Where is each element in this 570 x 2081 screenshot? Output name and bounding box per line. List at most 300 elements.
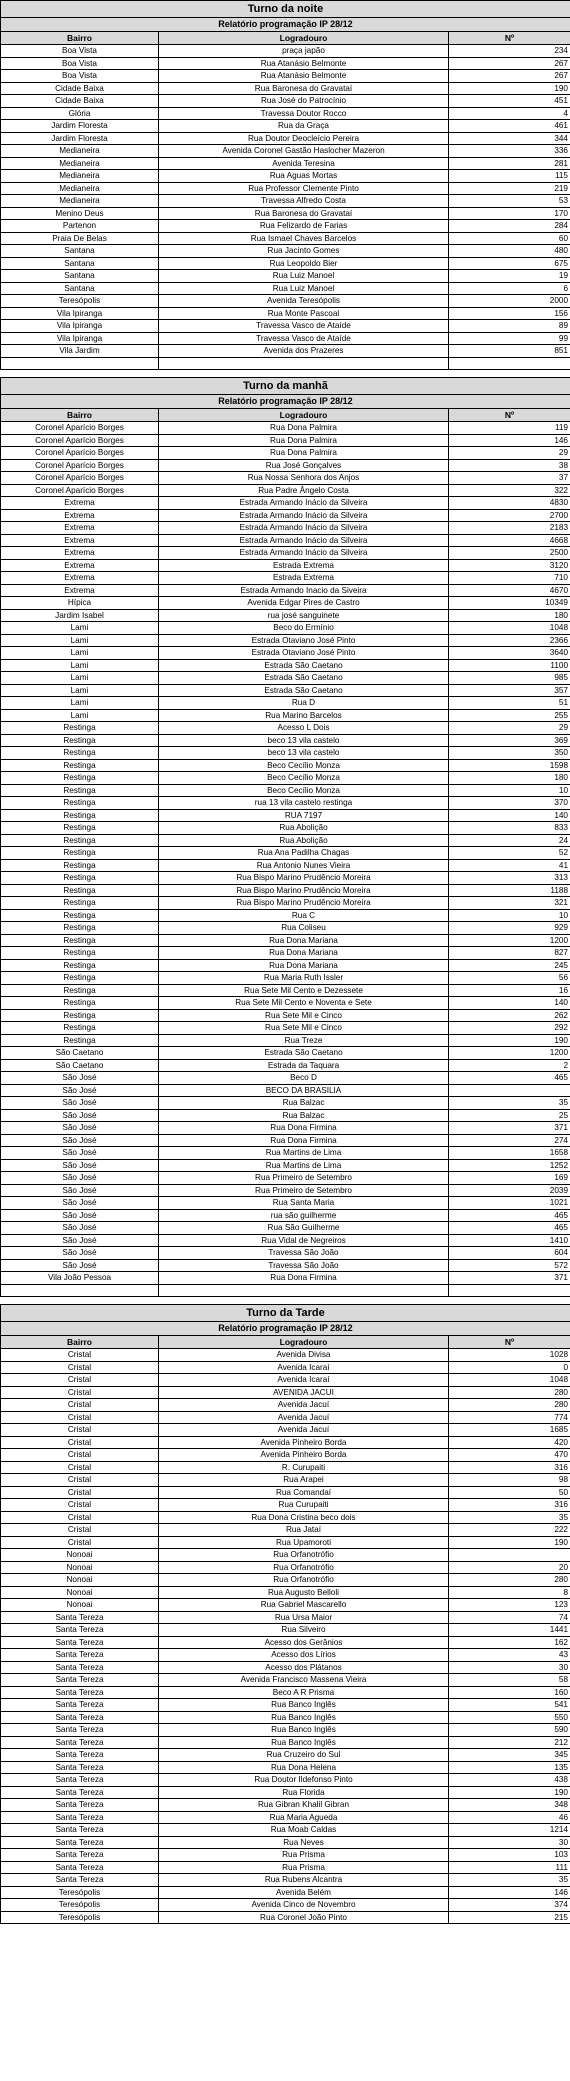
numero-cell[interactable]: 1252	[449, 1159, 570, 1172]
numero-cell[interactable]: 3120	[449, 559, 570, 572]
logradouro-cell[interactable]: Travessa Doutor Rocco	[159, 107, 449, 120]
numero-cell[interactable]: 1028	[449, 1349, 570, 1362]
logradouro-cell[interactable]: Rua Jacinto Gomes	[159, 245, 449, 258]
bairro-cell[interactable]: Cristal	[1, 1436, 159, 1449]
numero-cell[interactable]: 115	[449, 170, 570, 183]
bairro-cell[interactable]: Medianeira	[1, 182, 159, 195]
logradouro-cell[interactable]: Rua Arapei	[159, 1474, 449, 1487]
numero-cell[interactable]: 41	[449, 859, 570, 872]
logradouro-cell[interactable]: rua são guilherme	[159, 1209, 449, 1222]
logradouro-cell[interactable]: Avenida Cinco de Novembro	[159, 1899, 449, 1912]
numero-cell[interactable]: 29	[449, 447, 570, 460]
logradouro-cell[interactable]: Beco Cecílio Monza	[159, 759, 449, 772]
bairro-cell[interactable]: Jardim Floresta	[1, 132, 159, 145]
bairro-cell[interactable]: Restinga	[1, 1009, 159, 1022]
bairro-cell[interactable]: Cristal	[1, 1524, 159, 1537]
bairro-cell[interactable]: Restinga	[1, 822, 159, 835]
numero-cell[interactable]: 470	[449, 1449, 570, 1462]
bairro-cell[interactable]: Cidade Baixa	[1, 95, 159, 108]
logradouro-cell[interactable]: Rua Dona Firmina	[159, 1272, 449, 1285]
logradouro-cell[interactable]: Acesso L Dois	[159, 722, 449, 735]
bairro-cell[interactable]: Restinga	[1, 784, 159, 797]
numero-cell[interactable]: 316	[449, 1461, 570, 1474]
bairro-cell[interactable]: Praia De Belas	[1, 232, 159, 245]
bairro-cell[interactable]: Extrema	[1, 559, 159, 572]
logradouro-cell[interactable]: Avenida Teresina	[159, 157, 449, 170]
numero-cell[interactable]: 1048	[449, 622, 570, 635]
bairro-cell[interactable]: Coronel Aparício Borges	[1, 447, 159, 460]
section-subtitle[interactable]: Relatório programação IP 28/12	[1, 18, 570, 32]
logradouro-cell[interactable]: Estrada São Caetano	[159, 684, 449, 697]
numero-cell[interactable]: 280	[449, 1574, 570, 1587]
bairro-cell[interactable]: Santa Tereza	[1, 1849, 159, 1862]
bairro-cell[interactable]: São José	[1, 1222, 159, 1235]
bairro-cell[interactable]: Restinga	[1, 859, 159, 872]
logradouro-cell[interactable]: RUA 7197	[159, 809, 449, 822]
logradouro-cell[interactable]: Travessa Alfredo Costa	[159, 195, 449, 208]
numero-cell[interactable]: 280	[449, 1399, 570, 1412]
logradouro-cell[interactable]: Estrada da Taquara	[159, 1059, 449, 1072]
logradouro-cell[interactable]: Rua Dona Firmina	[159, 1122, 449, 1135]
bairro-cell[interactable]: Glória	[1, 107, 159, 120]
bairro-cell[interactable]: Nonoai	[1, 1586, 159, 1599]
logradouro-cell[interactable]: Rua Primeiro de Setembro	[159, 1184, 449, 1197]
numero-cell[interactable]: 2366	[449, 634, 570, 647]
numero-cell[interactable]: 24	[449, 834, 570, 847]
bairro-cell[interactable]: Cristal	[1, 1411, 159, 1424]
logradouro-cell[interactable]: Rua Aguas Mortas	[159, 170, 449, 183]
logradouro-cell[interactable]: Rua José Gonçalves	[159, 459, 449, 472]
numero-cell[interactable]: 1048	[449, 1374, 570, 1387]
logradouro-cell[interactable]: Rua Neves	[159, 1836, 449, 1849]
logradouro-cell[interactable]: Rua Dona Palmira	[159, 434, 449, 447]
logradouro-cell[interactable]: Rua Sete Mil Cento e Noventa e Sete	[159, 997, 449, 1010]
bairro-cell[interactable]: Nonoai	[1, 1549, 159, 1562]
logradouro-cell[interactable]: Rua Antonio Nunes Vieira	[159, 859, 449, 872]
bairro-cell[interactable]: Santa Tereza	[1, 1686, 159, 1699]
logradouro-cell[interactable]: Rua Banco Inglês	[159, 1724, 449, 1737]
logradouro-cell[interactable]: R. Curupaiti	[159, 1461, 449, 1474]
numero-cell[interactable]: 1214	[449, 1824, 570, 1837]
numero-cell[interactable]: 2000	[449, 295, 570, 308]
logradouro-cell[interactable]: Rua Banco Inglês	[159, 1699, 449, 1712]
bairro-cell[interactable]: Restinga	[1, 959, 159, 972]
logradouro-cell[interactable]: praça japão	[159, 45, 449, 58]
numero-cell[interactable]: 374	[449, 1899, 570, 1912]
numero-cell[interactable]: 675	[449, 257, 570, 270]
logradouro-cell[interactable]: Rua Ismael Chaves Barcelos	[159, 232, 449, 245]
bairro-cell[interactable]: Santa Tereza	[1, 1824, 159, 1837]
numero-cell[interactable]: 465	[449, 1222, 570, 1235]
bairro-cell[interactable]: Restinga	[1, 809, 159, 822]
numero-cell[interactable]: 255	[449, 709, 570, 722]
logradouro-cell[interactable]: Avenida Edgar Pires de Castro	[159, 597, 449, 610]
logradouro-cell[interactable]: Travessa Vasco de Ataíde	[159, 332, 449, 345]
bairro-cell[interactable]: Coronel Aparício Borges	[1, 472, 159, 485]
logradouro-cell[interactable]: Estrada Armando Inacio da Siveira	[159, 584, 449, 597]
numero-cell[interactable]: 43	[449, 1649, 570, 1662]
bairro-cell[interactable]: Restinga	[1, 922, 159, 935]
numero-cell[interactable]: 321	[449, 897, 570, 910]
numero-cell[interactable]: 89	[449, 320, 570, 333]
numero-cell[interactable]: 774	[449, 1411, 570, 1424]
numero-cell[interactable]: 267	[449, 57, 570, 70]
logradouro-cell[interactable]: Avenida Jacuí	[159, 1424, 449, 1437]
logradouro-cell[interactable]: Avenida Divisa	[159, 1349, 449, 1362]
numero-cell[interactable]: 215	[449, 1911, 570, 1924]
logradouro-cell[interactable]: Estrada Armando Inácio da Silveira	[159, 534, 449, 547]
bairro-cell[interactable]: Cristal	[1, 1399, 159, 1412]
numero-cell[interactable]: 1100	[449, 659, 570, 672]
logradouro-cell[interactable]: Rua Padre Ângelo Costa	[159, 484, 449, 497]
logradouro-cell[interactable]: Rua Bispo Marino Prudêncio Moreira	[159, 884, 449, 897]
numero-cell[interactable]: 10	[449, 784, 570, 797]
numero-cell[interactable]	[449, 1549, 570, 1562]
bairro-cell[interactable]: Santa Tereza	[1, 1749, 159, 1762]
bairro-cell[interactable]: Coronel Aparício Borges	[1, 484, 159, 497]
numero-cell[interactable]: 281	[449, 157, 570, 170]
bairro-cell[interactable]: Restinga	[1, 1034, 159, 1047]
logradouro-cell[interactable]: Beco D	[159, 1072, 449, 1085]
logradouro-cell[interactable]: Rua Coliseu	[159, 922, 449, 935]
empty-cell[interactable]	[1, 1284, 159, 1297]
logradouro-cell[interactable]: Estrada Otaviano José Pinto	[159, 647, 449, 660]
bairro-cell[interactable]: Coronel Aparício Borges	[1, 434, 159, 447]
bairro-cell[interactable]: São José	[1, 1097, 159, 1110]
logradouro-cell[interactable]: Rua Silveiro	[159, 1624, 449, 1637]
logradouro-cell[interactable]: Rua Doutor Ildefonso Pinto	[159, 1774, 449, 1787]
numero-cell[interactable]: 451	[449, 95, 570, 108]
numero-cell[interactable]: 35	[449, 1097, 570, 1110]
numero-cell[interactable]: 541	[449, 1699, 570, 1712]
bairro-cell[interactable]: Restinga	[1, 1022, 159, 1035]
logradouro-cell[interactable]: Rua Banco Inglês	[159, 1711, 449, 1724]
numero-cell[interactable]: 1410	[449, 1234, 570, 1247]
numero-cell[interactable]: 222	[449, 1524, 570, 1537]
bairro-cell[interactable]: Teresópolis	[1, 295, 159, 308]
logradouro-cell[interactable]: Rua Curupaiti	[159, 1499, 449, 1512]
bairro-cell[interactable]: São Caetano	[1, 1047, 159, 1060]
numero-cell[interactable]: 35	[449, 1511, 570, 1524]
bairro-cell[interactable]: Extrema	[1, 584, 159, 597]
logradouro-cell[interactable]: Beco do Ermínio	[159, 622, 449, 635]
section-subtitle[interactable]: Relatório programação IP 28/12	[1, 1322, 570, 1336]
numero-cell[interactable]: 99	[449, 332, 570, 345]
bairro-cell[interactable]: Lami	[1, 672, 159, 685]
numero-cell[interactable]: 169	[449, 1172, 570, 1185]
logradouro-cell[interactable]: Estrada Extrema	[159, 572, 449, 585]
numero-cell[interactable]: 929	[449, 922, 570, 935]
logradouro-cell[interactable]: Rua Abolição	[159, 834, 449, 847]
bairro-cell[interactable]: Extrema	[1, 572, 159, 585]
column-header-numero[interactable]: Nº	[449, 1336, 570, 1349]
numero-cell[interactable]: 1685	[449, 1424, 570, 1437]
bairro-cell[interactable]: Restinga	[1, 897, 159, 910]
bairro-cell[interactable]: São Caetano	[1, 1059, 159, 1072]
bairro-cell[interactable]: Teresópolis	[1, 1886, 159, 1899]
numero-cell[interactable]: 245	[449, 959, 570, 972]
logradouro-cell[interactable]: Rua da Graça	[159, 120, 449, 133]
logradouro-cell[interactable]: Estrada São Caetano	[159, 672, 449, 685]
numero-cell[interactable]: 1188	[449, 884, 570, 897]
column-header-logradouro[interactable]: Logradouro	[159, 1336, 449, 1349]
logradouro-cell[interactable]: rua josé sanguinete	[159, 609, 449, 622]
bairro-cell[interactable]: Vila Ipiranga	[1, 332, 159, 345]
bairro-cell[interactable]: Santa Tereza	[1, 1724, 159, 1737]
bairro-cell[interactable]: Coronel Aparício Borges	[1, 422, 159, 435]
numero-cell[interactable]: 234	[449, 45, 570, 58]
bairro-cell[interactable]: Boa Vista	[1, 45, 159, 58]
bairro-cell[interactable]: Santa Tereza	[1, 1786, 159, 1799]
bairro-cell[interactable]: Santana	[1, 270, 159, 283]
numero-cell[interactable]: 35	[449, 1874, 570, 1887]
numero-cell[interactable]: 438	[449, 1774, 570, 1787]
bairro-cell[interactable]: São José	[1, 1159, 159, 1172]
logradouro-cell[interactable]: beco 13 vila castelo	[159, 747, 449, 760]
logradouro-cell[interactable]: Rua Dona Palmira	[159, 422, 449, 435]
logradouro-cell[interactable]: Rua Orfanotrófio	[159, 1549, 449, 1562]
numero-cell[interactable]: 461	[449, 120, 570, 133]
logradouro-cell[interactable]: Estrada Armando Inácio da Silveira	[159, 497, 449, 510]
bairro-cell[interactable]: Jardim Floresta	[1, 120, 159, 133]
logradouro-cell[interactable]: Avenida Jacuí	[159, 1399, 449, 1412]
bairro-cell[interactable]: Santana	[1, 245, 159, 258]
section-subtitle[interactable]: Relatório programação IP 28/12	[1, 395, 570, 409]
logradouro-cell[interactable]: Rua Augusto Belloli	[159, 1586, 449, 1599]
numero-cell[interactable]: 52	[449, 847, 570, 860]
logradouro-cell[interactable]: Beco Cecílio Monza	[159, 772, 449, 785]
logradouro-cell[interactable]: Travessa São João	[159, 1247, 449, 1260]
numero-cell[interactable]: 16	[449, 984, 570, 997]
bairro-cell[interactable]: Lami	[1, 634, 159, 647]
logradouro-cell[interactable]: Rua Professor Clemente Pinto	[159, 182, 449, 195]
bairro-cell[interactable]: Santa Tereza	[1, 1736, 159, 1749]
logradouro-cell[interactable]: Rua Bispo Marino Prudêncio Moreira	[159, 872, 449, 885]
numero-cell[interactable]: 1200	[449, 1047, 570, 1060]
numero-cell[interactable]: 53	[449, 195, 570, 208]
logradouro-cell[interactable]: Avenida Icaraí	[159, 1374, 449, 1387]
bairro-cell[interactable]: Restinga	[1, 972, 159, 985]
numero-cell[interactable]: 30	[449, 1836, 570, 1849]
numero-cell[interactable]: 348	[449, 1799, 570, 1812]
numero-cell[interactable]: 1658	[449, 1147, 570, 1160]
logradouro-cell[interactable]: Avenida Pinheiro Borda	[159, 1449, 449, 1462]
bairro-cell[interactable]: Santa Tereza	[1, 1699, 159, 1712]
bairro-cell[interactable]: Restinga	[1, 734, 159, 747]
logradouro-cell[interactable]: Rua Jataí	[159, 1524, 449, 1537]
logradouro-cell[interactable]: Rua Coronel João Pinto	[159, 1911, 449, 1924]
numero-cell[interactable]: 56	[449, 972, 570, 985]
numero-cell[interactable]: 20	[449, 1561, 570, 1574]
numero-cell[interactable]: 480	[449, 245, 570, 258]
bairro-cell[interactable]: Santana	[1, 282, 159, 295]
bairro-cell[interactable]: Cristal	[1, 1511, 159, 1524]
numero-cell[interactable]: 371	[449, 1122, 570, 1135]
bairro-cell[interactable]: Extrema	[1, 497, 159, 510]
bairro-cell[interactable]: Cristal	[1, 1424, 159, 1437]
numero-cell[interactable]: 572	[449, 1259, 570, 1272]
bairro-cell[interactable]: São José	[1, 1247, 159, 1260]
numero-cell[interactable]: 465	[449, 1072, 570, 1085]
logradouro-cell[interactable]: Avenida Pinheiro Borda	[159, 1436, 449, 1449]
logradouro-cell[interactable]: Rua Banco Inglês	[159, 1736, 449, 1749]
logradouro-cell[interactable]: Beco A R Prisma	[159, 1686, 449, 1699]
logradouro-cell[interactable]: Rua Dona Mariana	[159, 959, 449, 972]
numero-cell[interactable]: 280	[449, 1386, 570, 1399]
bairro-cell[interactable]: Cristal	[1, 1349, 159, 1362]
logradouro-cell[interactable]: BECO DA BRASILIA	[159, 1084, 449, 1097]
bairro-cell[interactable]: Cristal	[1, 1374, 159, 1387]
numero-cell[interactable]: 156	[449, 307, 570, 320]
numero-cell[interactable]: 190	[449, 82, 570, 95]
numero-cell[interactable]: 190	[449, 1034, 570, 1047]
logradouro-cell[interactable]: Avenida dos Prazeres	[159, 345, 449, 358]
logradouro-cell[interactable]: Rua São Guilherme	[159, 1222, 449, 1235]
numero-cell[interactable]: 10349	[449, 597, 570, 610]
bairro-cell[interactable]: São José	[1, 1259, 159, 1272]
empty-cell[interactable]	[1, 357, 159, 370]
bairro-cell[interactable]: Lami	[1, 697, 159, 710]
logradouro-cell[interactable]: Estrada Armando Inácio da Silveira	[159, 509, 449, 522]
numero-cell[interactable]: 123	[449, 1599, 570, 1612]
logradouro-cell[interactable]: beco 13 vila castelo	[159, 734, 449, 747]
bairro-cell[interactable]: Vila Jardim	[1, 345, 159, 358]
bairro-cell[interactable]: São José	[1, 1184, 159, 1197]
logradouro-cell[interactable]: Rua Prisma	[159, 1861, 449, 1874]
bairro-cell[interactable]: Santa Tereza	[1, 1624, 159, 1637]
logradouro-cell[interactable]: Rua Santa Maria	[159, 1197, 449, 1210]
column-header-bairro[interactable]: Bairro	[1, 409, 159, 422]
logradouro-cell[interactable]: Rua Abolição	[159, 822, 449, 835]
logradouro-cell[interactable]: Rua Monte Pascoal	[159, 307, 449, 320]
bairro-cell[interactable]: Extrema	[1, 522, 159, 535]
logradouro-cell[interactable]: Rua Maria Ruth Issler	[159, 972, 449, 985]
numero-cell[interactable]: 135	[449, 1761, 570, 1774]
logradouro-cell[interactable]: Avenida Coronel Gastão Haslocher Mazeron	[159, 145, 449, 158]
empty-cell[interactable]	[449, 1284, 570, 1297]
logradouro-cell[interactable]: Rua Gabriel Mascarello	[159, 1599, 449, 1612]
bairro-cell[interactable]: Extrema	[1, 509, 159, 522]
numero-cell[interactable]: 985	[449, 672, 570, 685]
numero-cell[interactable]: 8	[449, 1586, 570, 1599]
numero-cell[interactable]: 827	[449, 947, 570, 960]
numero-cell[interactable]: 267	[449, 70, 570, 83]
bairro-cell[interactable]: Restinga	[1, 909, 159, 922]
logradouro-cell[interactable]: Acesso dos Gerânios	[159, 1636, 449, 1649]
bairro-cell[interactable]: Extrema	[1, 547, 159, 560]
bairro-cell[interactable]: Medianeira	[1, 157, 159, 170]
column-header-logradouro[interactable]: Logradouro	[159, 32, 449, 45]
logradouro-cell[interactable]: Rua Dona Mariana	[159, 934, 449, 947]
bairro-cell[interactable]: Boa Vista	[1, 57, 159, 70]
logradouro-cell[interactable]: Rua Nossa Senhora dos Anjos	[159, 472, 449, 485]
logradouro-cell[interactable]: Rua Dona Mariana	[159, 947, 449, 960]
column-header-bairro[interactable]: Bairro	[1, 1336, 159, 1349]
numero-cell[interactable]: 292	[449, 1022, 570, 1035]
logradouro-cell[interactable]: Rua Sete Mil e Cinco	[159, 1022, 449, 1035]
logradouro-cell[interactable]: Estrada Otaviano José Pinto	[159, 634, 449, 647]
bairro-cell[interactable]: Cidade Baixa	[1, 82, 159, 95]
bairro-cell[interactable]: Lami	[1, 709, 159, 722]
numero-cell[interactable]: 74	[449, 1611, 570, 1624]
bairro-cell[interactable]: Restinga	[1, 984, 159, 997]
bairro-cell[interactable]: São José	[1, 1109, 159, 1122]
logradouro-cell[interactable]: Rua Orfanotrófio	[159, 1561, 449, 1574]
bairro-cell[interactable]: Boa Vista	[1, 70, 159, 83]
logradouro-cell[interactable]: Rua Cruzeiro do Sul	[159, 1749, 449, 1762]
bairro-cell[interactable]: Lami	[1, 684, 159, 697]
numero-cell[interactable]: 833	[449, 822, 570, 835]
bairro-cell[interactable]: Restinga	[1, 934, 159, 947]
logradouro-cell[interactable]: Avenida Icaraí	[159, 1361, 449, 1374]
logradouro-cell[interactable]: Rua Atanásio Belmonte	[159, 70, 449, 83]
numero-cell[interactable]: 6	[449, 282, 570, 295]
bairro-cell[interactable]: Cristal	[1, 1499, 159, 1512]
numero-cell[interactable]: 170	[449, 207, 570, 220]
logradouro-cell[interactable]: Rua Maria Agueda	[159, 1811, 449, 1824]
bairro-cell[interactable]: Cristal	[1, 1474, 159, 1487]
numero-cell[interactable]: 2500	[449, 547, 570, 560]
numero-cell[interactable]: 371	[449, 1272, 570, 1285]
bairro-cell[interactable]: Restinga	[1, 997, 159, 1010]
logradouro-cell[interactable]: Estrada Extrema	[159, 559, 449, 572]
bairro-cell[interactable]: São José	[1, 1197, 159, 1210]
logradouro-cell[interactable]: Rua Sete Mil e Cinco	[159, 1009, 449, 1022]
numero-cell[interactable]: 37	[449, 472, 570, 485]
logradouro-cell[interactable]: Rua Ana Padilha Chagas	[159, 847, 449, 860]
logradouro-cell[interactable]: Rua Felizardo de Farias	[159, 220, 449, 233]
bairro-cell[interactable]: Restinga	[1, 797, 159, 810]
logradouro-cell[interactable]: rua 13 vila castelo restinga	[159, 797, 449, 810]
bairro-cell[interactable]: Vila Ipiranga	[1, 307, 159, 320]
numero-cell[interactable]: 4	[449, 107, 570, 120]
numero-cell[interactable]: 262	[449, 1009, 570, 1022]
bairro-cell[interactable]: Cristal	[1, 1536, 159, 1549]
numero-cell[interactable]: 146	[449, 1886, 570, 1899]
numero-cell[interactable]: 2	[449, 1059, 570, 1072]
logradouro-cell[interactable]: Rua Martins de Lima	[159, 1147, 449, 1160]
numero-cell[interactable]: 51	[449, 697, 570, 710]
numero-cell[interactable]: 550	[449, 1711, 570, 1724]
numero-cell[interactable]: 162	[449, 1636, 570, 1649]
numero-cell[interactable]	[449, 1084, 570, 1097]
logradouro-cell[interactable]: Rua Rubens Alcantra	[159, 1874, 449, 1887]
bairro-cell[interactable]: Santa Tereza	[1, 1836, 159, 1849]
bairro-cell[interactable]: Restinga	[1, 872, 159, 885]
logradouro-cell[interactable]: Rua Upamoroti	[159, 1536, 449, 1549]
logradouro-cell[interactable]: Rua Balzac	[159, 1097, 449, 1110]
numero-cell[interactable]: 190	[449, 1536, 570, 1549]
numero-cell[interactable]: 146	[449, 434, 570, 447]
logradouro-cell[interactable]: Rua Comandaí	[159, 1486, 449, 1499]
logradouro-cell[interactable]: Rua Leopoldo Bier	[159, 257, 449, 270]
logradouro-cell[interactable]: Rua Orfanotrófio	[159, 1574, 449, 1587]
bairro-cell[interactable]: Restinga	[1, 947, 159, 960]
numero-cell[interactable]: 2039	[449, 1184, 570, 1197]
bairro-cell[interactable]: São José	[1, 1134, 159, 1147]
bairro-cell[interactable]: Partenon	[1, 220, 159, 233]
logradouro-cell[interactable]: Rua C	[159, 909, 449, 922]
logradouro-cell[interactable]: Rua Bispo Marino Prudêncio Moreira	[159, 897, 449, 910]
numero-cell[interactable]: 190	[449, 1786, 570, 1799]
logradouro-cell[interactable]: Rua Prisma	[159, 1849, 449, 1862]
logradouro-cell[interactable]: Rua Luiz Manoel	[159, 270, 449, 283]
numero-cell[interactable]: 19	[449, 270, 570, 283]
bairro-cell[interactable]: Medianeira	[1, 145, 159, 158]
logradouro-cell[interactable]: Rua Baronesa do Gravataí	[159, 207, 449, 220]
bairro-cell[interactable]: São José	[1, 1084, 159, 1097]
numero-cell[interactable]: 1598	[449, 759, 570, 772]
